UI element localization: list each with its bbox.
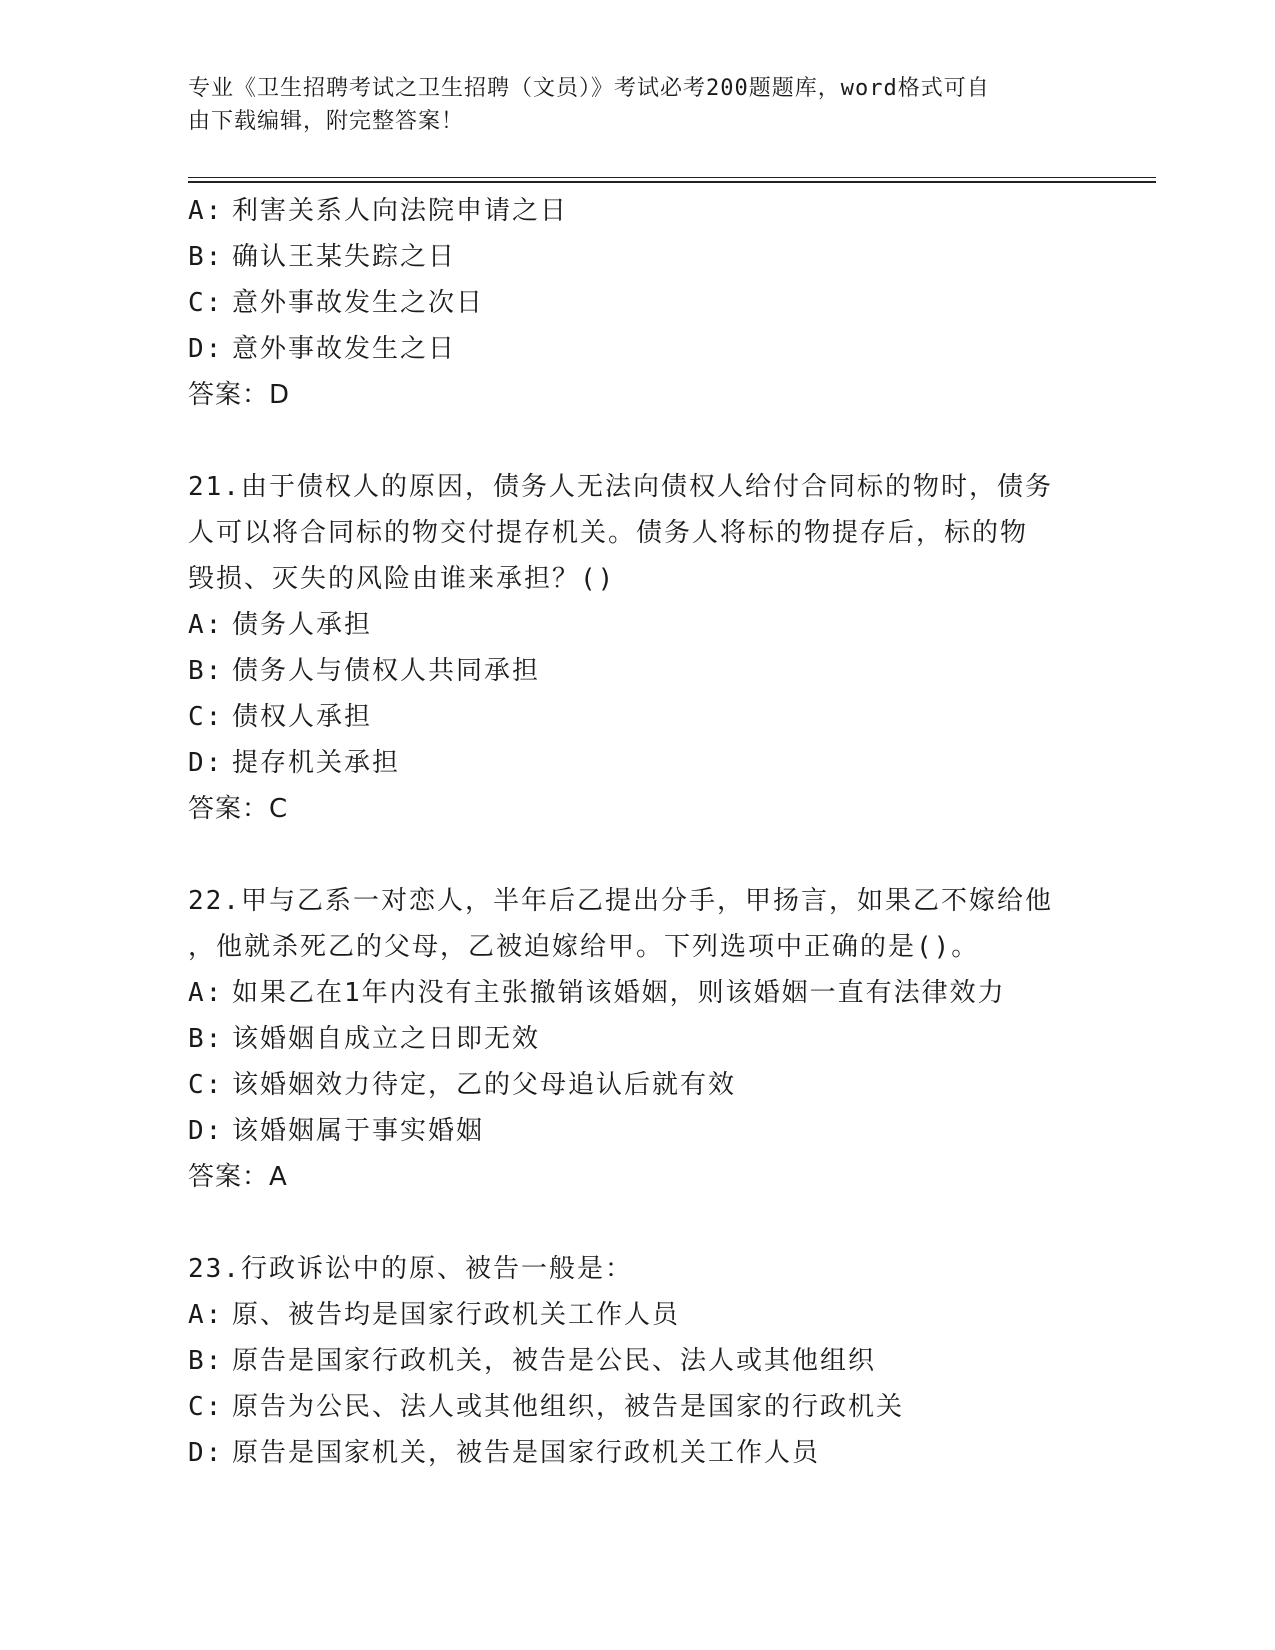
option-a — [188, 188, 1088, 234]
question-20 — [188, 188, 1088, 418]
header-divider-thin — [188, 177, 1156, 178]
option-c — [188, 1062, 1088, 1108]
option-text: 债务人承担 — [232, 610, 373, 640]
option-text: 该婚姻自成立之日即无效 — [232, 1024, 541, 1054]
option-text: 原告是国家机关，被告是国家行政机关工作人员 — [232, 1438, 821, 1468]
option-text: 提存机关承担 — [232, 748, 401, 778]
option-c — [188, 694, 1088, 740]
question-stem — [188, 464, 1088, 602]
option-letter: B: — [188, 656, 224, 686]
option-c — [188, 1384, 1088, 1430]
option-text: 原告是国家行政机关，被告是公民、法人或其他组织 — [232, 1346, 877, 1376]
option-letter: C: — [188, 1392, 224, 1422]
question-22 — [188, 878, 1088, 1200]
stem-line: 人可以将合同标的物交付提存机关。债务人将标的物提存后，标的物 — [188, 518, 1029, 548]
option-letter: D: — [188, 1438, 224, 1468]
option-a — [188, 970, 1088, 1016]
option-text: 利害关系人向法院申请之日 — [232, 196, 569, 226]
option-text: 债权人承担 — [232, 702, 373, 732]
option-letter: B: — [188, 1346, 224, 1376]
question-stem — [188, 878, 1088, 970]
option-letter: B: — [188, 242, 224, 272]
option-b — [188, 648, 1088, 694]
option-d — [188, 1430, 1088, 1476]
option-d — [188, 1108, 1088, 1154]
header-line-2: 由下载编辑，附完整答案！ — [188, 109, 465, 134]
question-list — [188, 188, 1088, 1476]
option-letter: C: — [188, 288, 224, 318]
header-line-1: 专业《卫生招聘考试之卫生招聘（文员）》考试必考200题题库，word格式可自 — [188, 76, 990, 101]
option-text: 该婚姻效力待定，乙的父母追认后就有效 — [232, 1070, 737, 1100]
option-d — [188, 740, 1088, 786]
answer-line: 答案：C — [188, 794, 289, 824]
option-b — [188, 1016, 1088, 1062]
option-letter: A: — [188, 978, 224, 1008]
question-21 — [188, 464, 1088, 832]
option-letter: B: — [188, 1024, 224, 1054]
document-header — [188, 72, 1088, 138]
option-text: 意外事故发生之日 — [232, 334, 457, 364]
stem-line: 22.甲与乙系一对恋人，半年后乙提出分手，甲扬言，如果乙不嫁给他 — [188, 886, 1053, 916]
option-letter: D: — [188, 334, 224, 364]
header-divider-thick — [188, 181, 1156, 183]
option-letter: C: — [188, 1070, 224, 1100]
option-letter: D: — [188, 748, 224, 778]
option-text: 原、被告均是国家行政机关工作人员 — [232, 1300, 681, 1330]
option-letter: C: — [188, 702, 224, 732]
option-letter: A: — [188, 1300, 224, 1330]
option-text: 原告为公民、法人或其他组织，被告是国家的行政机关 — [232, 1392, 905, 1422]
option-text: 债务人与债权人共同承担 — [232, 656, 541, 686]
option-text: 该婚姻属于事实婚姻 — [232, 1116, 485, 1146]
answer-line: 答案：A — [188, 1162, 288, 1192]
question-stem — [188, 1246, 1088, 1292]
option-a — [188, 1292, 1088, 1338]
option-a — [188, 602, 1088, 648]
answer-line: 答案：D — [188, 380, 291, 410]
option-b — [188, 1338, 1088, 1384]
option-letter: A: — [188, 610, 224, 640]
option-letter: D: — [188, 1116, 224, 1146]
stem-line: ，他就杀死乙的父母，乙被迫嫁给甲。下列选项中正确的是()。 — [188, 932, 980, 962]
option-text: 确认王某失踪之日 — [232, 242, 457, 272]
question-23 — [188, 1246, 1088, 1476]
stem-line: 毁损、灭失的风险由谁来承担？() — [188, 564, 616, 594]
option-text: 意外事故发生之次日 — [232, 288, 485, 318]
stem-line: 21.由于债权人的原因，债务人无法向债权人给付合同标的物时，债务 — [188, 472, 1053, 502]
option-b — [188, 234, 1088, 280]
option-text: 如果乙在1年内没有主张撤销该婚姻，则该婚姻一直有法律效力 — [232, 978, 1006, 1008]
option-c — [188, 280, 1088, 326]
stem-line: 23.行政诉讼中的原、被告一般是： — [188, 1254, 633, 1284]
option-d — [188, 326, 1088, 372]
option-letter: A: — [188, 196, 224, 226]
